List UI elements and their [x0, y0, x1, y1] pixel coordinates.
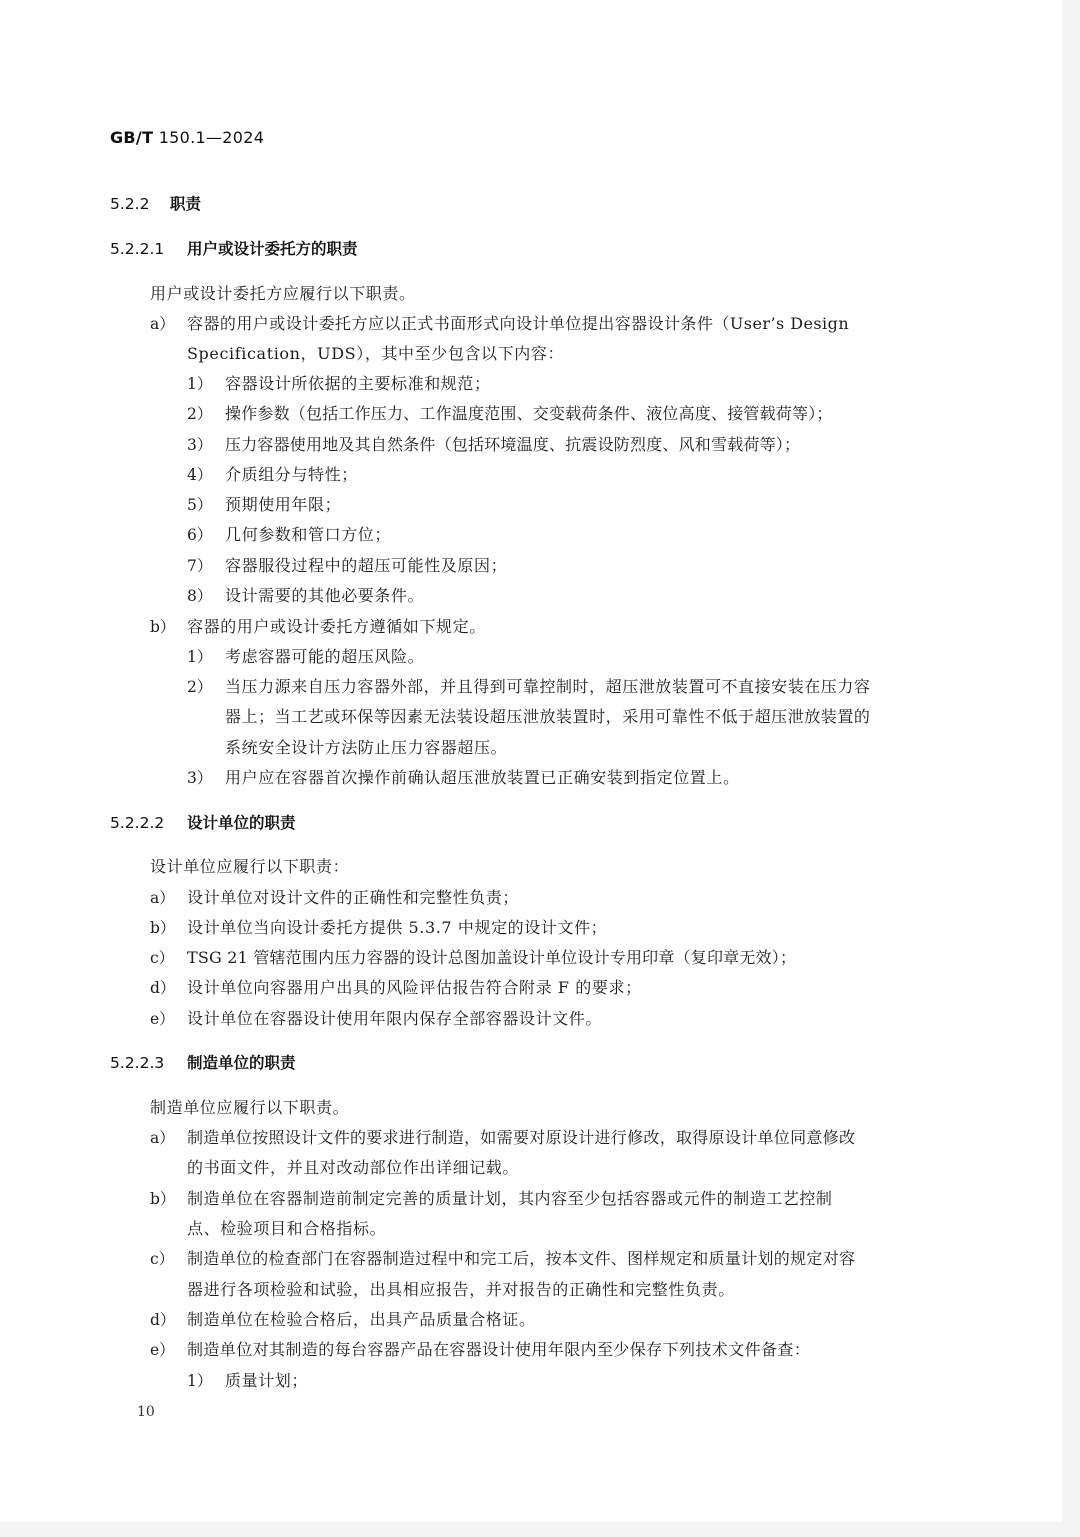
- sublist-item: 容器服役过程中的超压可能性及原因；: [225, 556, 508, 575]
- sublist-label: 8）: [187, 587, 213, 605]
- list-item-text: 容器的用户或设计委托方应以正式书面形式向设计单位提出容器设计条件（User’s Design: [187, 314, 850, 333]
- list-label: a）: [150, 1129, 175, 1147]
- list-label: a）: [150, 315, 175, 333]
- sublist-item: 预期使用年限；: [225, 495, 342, 514]
- sublist-label: 2）: [187, 678, 213, 696]
- sublist-label: 1）: [187, 1372, 213, 1390]
- standard-prefix: GB/T: [110, 128, 154, 147]
- section-number: 5.2.2.1: [110, 240, 165, 258]
- list-label: e）: [150, 1341, 175, 1359]
- list-item-text: 制造单位在检验合格后，出具产品质量合格证。: [187, 1310, 536, 1329]
- section-number: 5.2.2.2: [110, 814, 165, 832]
- list-label: c）: [150, 1250, 175, 1268]
- list-item-text: Specification，UDS），其中至少包含以下内容：: [187, 344, 565, 363]
- list-item-text: 设计单位当向设计委托方提供 5.3.7 中规定的设计文件；: [187, 918, 608, 937]
- section-title: 职责: [170, 195, 202, 213]
- sublist-item: 质量计划；: [225, 1371, 309, 1390]
- heading-5-2-2-2: [110, 813, 296, 833]
- list-label: d）: [150, 979, 176, 997]
- section-number: 5.2.2.3: [110, 1054, 165, 1072]
- heading-5-2-2-3: [110, 1053, 296, 1073]
- list-item-text: 设计单位对设计文件的正确性和完整性负责；: [187, 888, 520, 907]
- sublist-item: 系统安全设计方法防止压力容器超压。: [225, 738, 508, 757]
- list-item-text: 容器的用户或设计委托方遵循如下规定。: [187, 617, 486, 636]
- sublist-item: 当压力源来自压力容器外部，并且得到可靠控制时，超压泄放装置可不直接安装在压力容: [225, 677, 871, 696]
- sublist-label: 2）: [187, 405, 213, 423]
- heading-5-2-2: [110, 194, 201, 214]
- list-label: e）: [150, 1010, 175, 1028]
- paragraph-intro: 用户或设计委托方应履行以下职责。: [150, 284, 416, 303]
- sublist-item: 器上；当工艺或环保等因素无法装设超压泄放装置时，采用可靠性不低于超压泄放装置的: [225, 707, 871, 726]
- sublist-label: 7）: [187, 557, 213, 575]
- paragraph-intro: 设计单位应履行以下职责：: [150, 857, 350, 876]
- sublist-item: 压力容器使用地及其自然条件（包括环境温度、抗震设防烈度、风和雪载荷等）；: [225, 435, 801, 454]
- heading-5-2-2-1: [110, 239, 358, 259]
- list-label: a）: [150, 889, 175, 907]
- sublist-item: 介质组分与特性；: [225, 465, 358, 484]
- list-item-text: TSG 21 管辖范围内压力容器的设计总图加盖设计单位设计专用印章（复印章无效）；: [187, 948, 797, 967]
- sublist-label: 4）: [187, 466, 213, 484]
- section-number: 5.2.2: [110, 195, 150, 213]
- sublist-label: 5）: [187, 496, 213, 514]
- page-number: 10: [137, 1404, 155, 1420]
- list-label: b）: [150, 618, 176, 636]
- sublist-label: 1）: [187, 648, 213, 666]
- sublist-label: 6）: [187, 526, 213, 544]
- section-title: 制造单位的职责: [187, 1054, 296, 1072]
- sublist-item: 几何参数和管口方位；: [225, 525, 392, 544]
- sublist-item: 用户应在容器首次操作前确认超压泄放装置已正确安装到指定位置上。: [225, 768, 740, 787]
- list-item-text: 设计单位向容器用户出具的风险评估报告符合附录 F 的要求；: [187, 978, 642, 997]
- list-item-text: 制造单位的检查部门在容器制造过程中和完工后，按本文件、图样规定和质量计划的规定对容: [187, 1249, 856, 1268]
- sublist-item: 设计需要的其他必要条件。: [225, 586, 425, 605]
- section-title: 设计单位的职责: [187, 814, 296, 832]
- list-label: b）: [150, 919, 176, 937]
- list-item-text: 点、检验项目和合格指标。: [187, 1219, 387, 1238]
- sublist-item: 操作参数（包括工作压力、工作温度范围、交变载荷条件、液位高度、接管载荷等）；: [225, 404, 833, 423]
- sublist-label: 1）: [187, 375, 213, 393]
- list-item-text: 设计单位在容器设计使用年限内保存全部容器设计文件。: [187, 1009, 603, 1028]
- list-label: d）: [150, 1311, 176, 1329]
- list-item-text: 制造单位在容器制造前制定完善的质量计划，其内容至少包括容器或元件的制造工艺控制: [187, 1189, 833, 1208]
- list-item-text: 制造单位对其制造的每台容器产品在容器设计使用年限内至少保存下列技术文件备查：: [187, 1340, 811, 1359]
- sublist-item: 容器设计所依据的主要标准和规范；: [225, 374, 491, 393]
- sublist-label: 3）: [187, 436, 213, 454]
- list-label: c）: [150, 949, 175, 967]
- paragraph-intro: 制造单位应履行以下职责。: [150, 1098, 350, 1117]
- standard-code: [110, 128, 264, 148]
- list-label: b）: [150, 1190, 176, 1208]
- section-title: 用户或设计委托方的职责: [187, 240, 358, 258]
- sublist-label: 3）: [187, 769, 213, 787]
- list-item-text: 器进行各项检验和试验，出具相应报告，并对报告的正确性和完整性负责。: [187, 1280, 735, 1299]
- list-item-text: 的书面文件，并且对改动部位作出详细记载。: [187, 1158, 520, 1177]
- sublist-item: 考虑容器可能的超压风险。: [225, 647, 425, 666]
- standard-number: 150.1—2024: [158, 128, 265, 147]
- list-item-text: 制造单位按照设计文件的要求进行制造，如需要对原设计进行修改，取得原设计单位同意修改: [187, 1128, 856, 1147]
